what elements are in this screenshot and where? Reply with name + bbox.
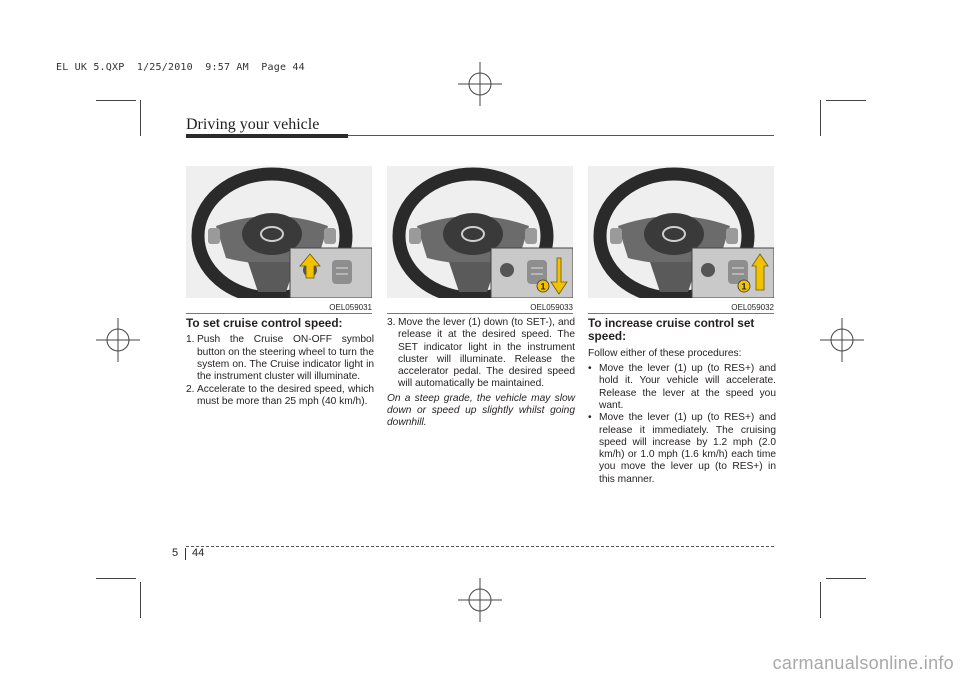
title-rule	[348, 135, 774, 136]
bullet-mark: •	[588, 363, 592, 375]
step-text: Accelerate to the desired speed, which must be more than 25 mph (40 km/h).	[197, 383, 374, 407]
crop-mark	[826, 100, 866, 101]
figure-code-2: OEL059033	[530, 303, 573, 312]
column-set-lever	[387, 317, 575, 440]
step-item	[186, 334, 374, 383]
crop-mark	[96, 578, 136, 579]
crop-mark	[96, 100, 136, 101]
registration-mark-right	[820, 318, 864, 362]
bullet-text: Move the lever (1) up (to RES+) and hold it. Your vehicle will accelerate. Release the lever at the speed you want.	[599, 363, 776, 411]
step-number: 3.	[387, 317, 396, 328]
callout-number: 1	[540, 281, 546, 292]
heading-increase-speed: To increase cruise control set speed:	[588, 316, 755, 344]
figure-rule	[186, 313, 372, 314]
page-separator	[185, 548, 186, 560]
bullet-text: Move the lever (1) up (to RES+) and release it immediately. The cruising speed will increase by 1.2 mph (2.0 km/h) or 1.0 mph (1.6 km/h) each time you move the lever up (to RES+) in this manner.	[599, 412, 776, 485]
figure-steering-wheel-3	[588, 166, 774, 298]
bullet-mark: •	[588, 412, 592, 424]
section-title: Driving your vehicle	[186, 116, 320, 133]
step-number: 1.	[186, 334, 195, 346]
figure-steering-wheel-1	[186, 166, 372, 298]
column-increase-speed	[588, 317, 776, 486]
crop-mark	[140, 100, 141, 136]
registration-mark-top	[458, 62, 502, 106]
title-bar	[186, 134, 348, 138]
bullet-item	[588, 363, 776, 412]
page-number: 44	[192, 547, 205, 559]
crop-mark	[826, 578, 866, 579]
figure-rule	[588, 313, 774, 314]
footer-rule	[186, 546, 774, 547]
callout-number: 1	[741, 281, 747, 292]
step-text: Push the Cruise ON-OFF symbol button on the steering wheel to turn the system on. The Cruise indicator light in the instrument cluster will illuminate.	[197, 334, 374, 383]
bullet-item	[588, 412, 776, 486]
figure-steering-wheel-2	[387, 166, 573, 298]
step-item	[186, 384, 374, 409]
figure-code-1: OEL059031	[329, 303, 372, 312]
step-text: Move the lever (1) down (to SET-), and release it at the desired speed. The SET indicator light in the instrument cluster will illuminate. Release the accelerator pedal. The desired speed will automatically be maintained.	[398, 317, 575, 390]
registration-mark-left	[96, 318, 140, 362]
registration-mark-bottom	[458, 578, 502, 622]
column-set-speed	[186, 317, 374, 408]
steep-grade-note: On a steep grade, the vehicle may slow down or speed up slightly whilst going downhill.	[387, 392, 575, 429]
crop-mark	[140, 582, 141, 618]
watermark[interactable]: carmanualsonline.info	[772, 653, 954, 673]
step-item	[387, 317, 575, 391]
chapter-number: 5	[172, 547, 179, 559]
figure-rule	[387, 313, 573, 314]
heading-set-speed: To set cruise control speed:	[186, 316, 343, 330]
crop-mark	[820, 100, 821, 136]
print-slug: EL UK 5.QXP 1/25/2010 9:57 AM Page 44	[56, 62, 305, 73]
figure-code-3: OEL059032	[731, 303, 774, 312]
crop-mark	[820, 582, 821, 618]
step-number: 2.	[186, 383, 195, 395]
procedure-intro: Follow either of these procedures:	[588, 347, 742, 359]
cruise-control-inset	[290, 248, 372, 298]
